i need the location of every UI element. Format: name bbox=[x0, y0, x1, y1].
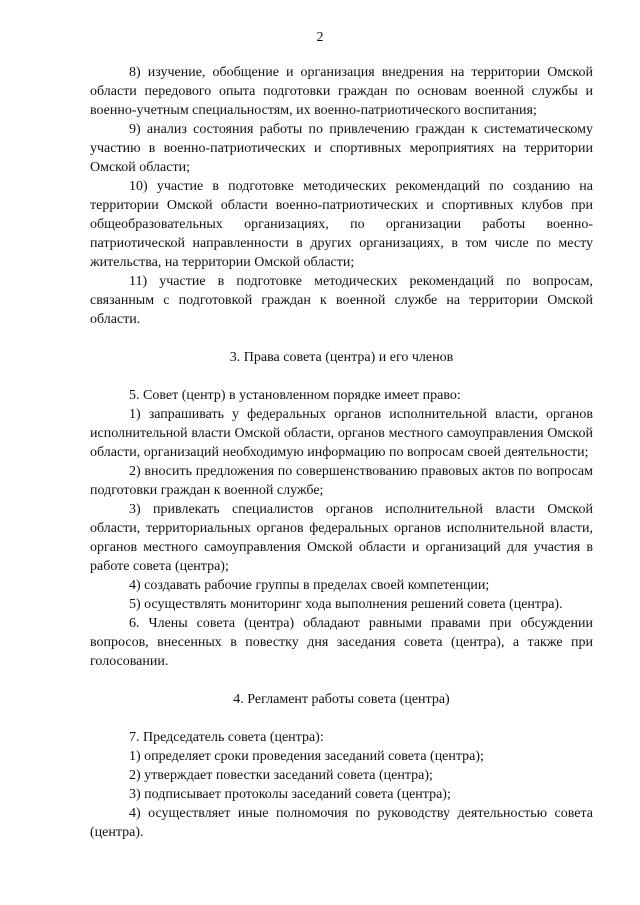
paragraph-item-9: 9) анализ состояния работы по привлечению граждан к систематическому участию в военно-патриотических и спортивных мероприятиях на территории Омской области; bbox=[90, 122, 593, 175]
paragraph-power-1: 1) определяет сроки проведения заседаний совета (центра); bbox=[129, 749, 484, 764]
paragraph-right-1: 1) запрашивать у федеральных органов исполнительной власти, органов исполнительной власти Омской области, органов местного самоуправления Омской области, организаций необходимую информацию по вопросам своей деятельности; bbox=[90, 407, 593, 460]
page-number: 2 bbox=[316, 30, 324, 45]
paragraph-right-4: 4) создавать рабочие группы в пределах своей компетенции; bbox=[129, 578, 490, 593]
paragraph-item-8: 8) изучение, обобщение и организация внедрения на территории Омской области передового опыта подготовки граждан по основам военной службы и военно-учетным специальностям, их военно-патриотического воспитания; bbox=[90, 65, 593, 118]
paragraph-power-2: 2) утверждает повестки заседаний совета (центра); bbox=[129, 768, 433, 783]
paragraph-item-10: 10) участие в подготовке методических рекомендаций по созданию на территории Омской области военно-патриотических и спортивных клубов при общеобразовательных организациях, по организации работы военно-патриотической направленности в других организациях, в том числе по месту жительства, на территории Омской области; bbox=[90, 179, 593, 270]
paragraph-right-2: 2) вносить предложения по совершенствованию правовых актов по вопросам подготовки граждан к военной службе; bbox=[90, 464, 593, 498]
paragraph-clause-7: 7. Председатель совета (центра): bbox=[129, 730, 324, 745]
paragraph-right-5: 5) осуществлять мониторинг хода выполнения решений совета (центра). bbox=[129, 597, 563, 612]
paragraph-power-4: 4) осуществляет иные полномочия по руководству деятельностью совета (центра). bbox=[90, 806, 593, 840]
paragraph-right-3: 3) привлекать специалистов органов исполнительной власти Омской области, территориальных органов федеральных органов исполнительной власти, органов местного самоуправления Омской области и организаций для участия в работе совета (центра); bbox=[90, 502, 593, 574]
paragraph-clause-6: 6. Члены совета (центра) обладают равными правами при обсуждении вопросов, внесенных в повестку дня заседания совета (центра), а также при голосовании. bbox=[90, 616, 593, 669]
section-heading-3: 3. Права совета (центра) и его членов bbox=[229, 350, 454, 365]
document-body bbox=[90, 63, 593, 842]
section-heading-4: 4. Регламент работы совета (центра) bbox=[233, 692, 450, 707]
paragraph-item-11: 11) участие в подготовке методических рекомендаций по вопросам, связанным с подготовкой граждан к военной службе на территории Омской области. bbox=[90, 274, 593, 327]
paragraph-power-3: 3) подписывает протоколы заседаний совета (центра); bbox=[129, 787, 451, 802]
paragraph-clause-5: 5. Совет (центр) в установленном порядке имеет право: bbox=[129, 388, 461, 403]
